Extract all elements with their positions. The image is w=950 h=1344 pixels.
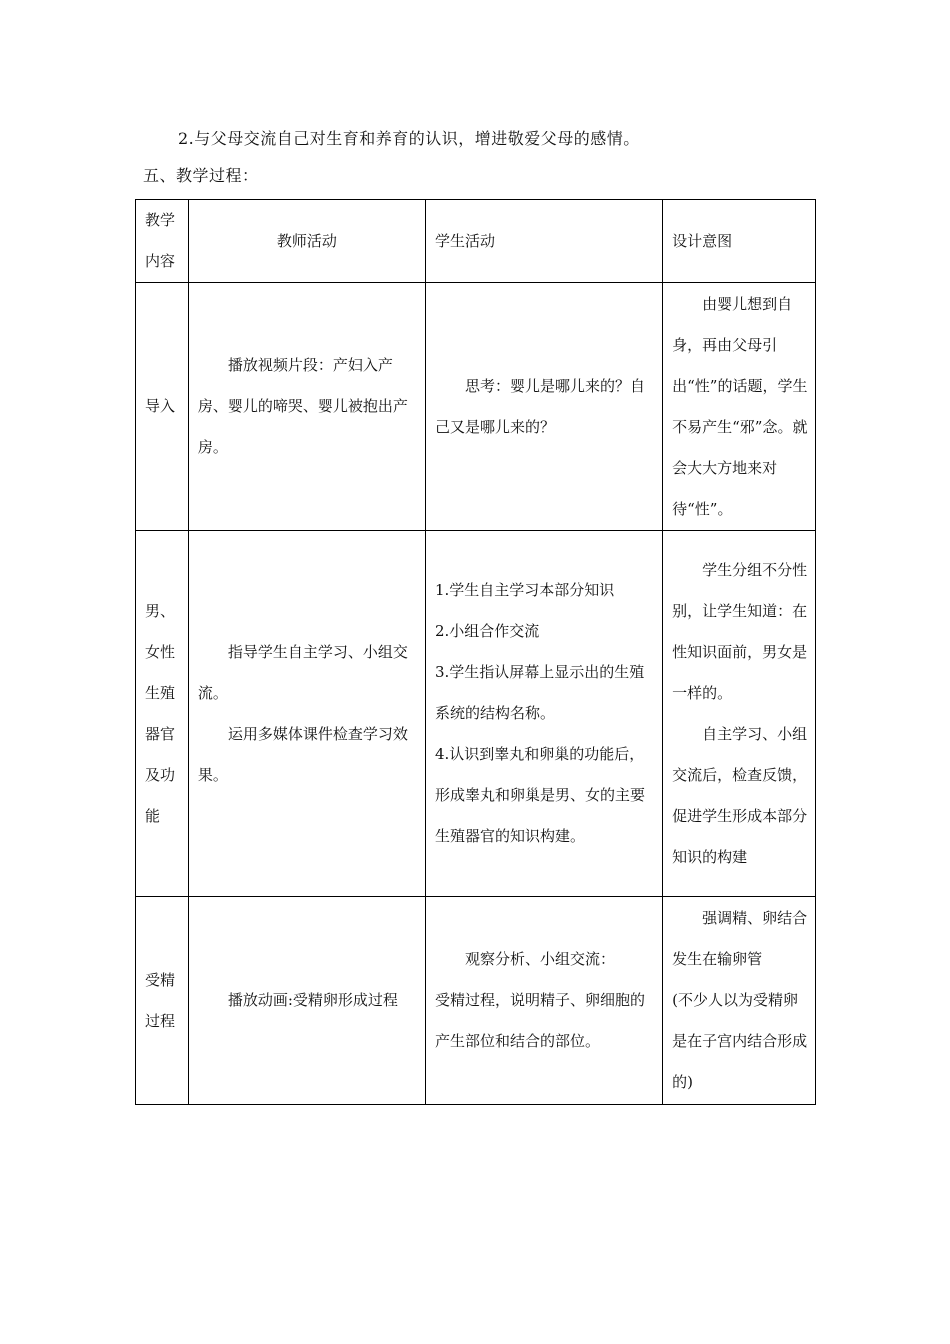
cell-student: 1.学生自主学习本部分知识 2.小组合作交流 3.学生指认屏幕上显示出的生殖系统的结构名称。 4.认识到睾丸和卵巢的功能后，形成睾丸和卵巢是男、女的主要生殖器官的知识构建。 xyxy=(425,531,662,897)
cell-design: 由婴儿想到自身，再由父母引出“性”的话题，学生不易产生“邪”念。就会大大方地来对待“性”。 xyxy=(663,283,816,531)
cell-content: 男、 女性 生殖 器官 及功 能 xyxy=(136,531,189,897)
header-student-activity: 学生活动 xyxy=(425,200,662,283)
cell-teacher: 播放视频片段：产妇入产房、婴儿的啼哭、婴儿被抱出产房。 xyxy=(188,283,425,531)
header-teacher-activity: 教师活动 xyxy=(188,200,425,283)
teaching-process-table xyxy=(135,199,816,1105)
objective-item-2: 2.与父母交流自己对生育和养育的认识，增进敬爱父母的感情。 xyxy=(178,129,640,148)
cell-design: 强调精、卵结合发生在输卵管 (不少人以为受精卵是在子宫内结合形成的) xyxy=(663,897,816,1105)
cell-content: 受精 过程 xyxy=(136,897,189,1105)
cell-teacher: 播放动画:受精卵形成过程 xyxy=(188,897,425,1105)
section-heading: 五、教学过程： xyxy=(143,166,259,185)
table-row xyxy=(136,897,816,1105)
table-header-row xyxy=(136,200,816,283)
table-row xyxy=(136,283,816,531)
cell-design: 学生分组不分性别，让学生知道：在性知识面前，男女是一样的。 自主学习、小组交流后，检查反馈，促进学生形成本部分知识的构建 xyxy=(663,531,816,897)
cell-student: 思考：婴儿是哪儿来的？自己又是哪儿来的？ xyxy=(425,283,662,531)
header-content: 教学 内容 xyxy=(136,200,189,283)
header-design-intent: 设计意图 xyxy=(663,200,816,283)
cell-content: 导入 xyxy=(136,283,189,531)
cell-teacher: 指导学生自主学习、小组交流。 运用多媒体课件检查学习效果。 xyxy=(188,531,425,897)
cell-student: 观察分析、小组交流： 受精过程，说明精子、卵细胞的产生部位和结合的部位。 xyxy=(425,897,662,1105)
table-row xyxy=(136,531,816,897)
